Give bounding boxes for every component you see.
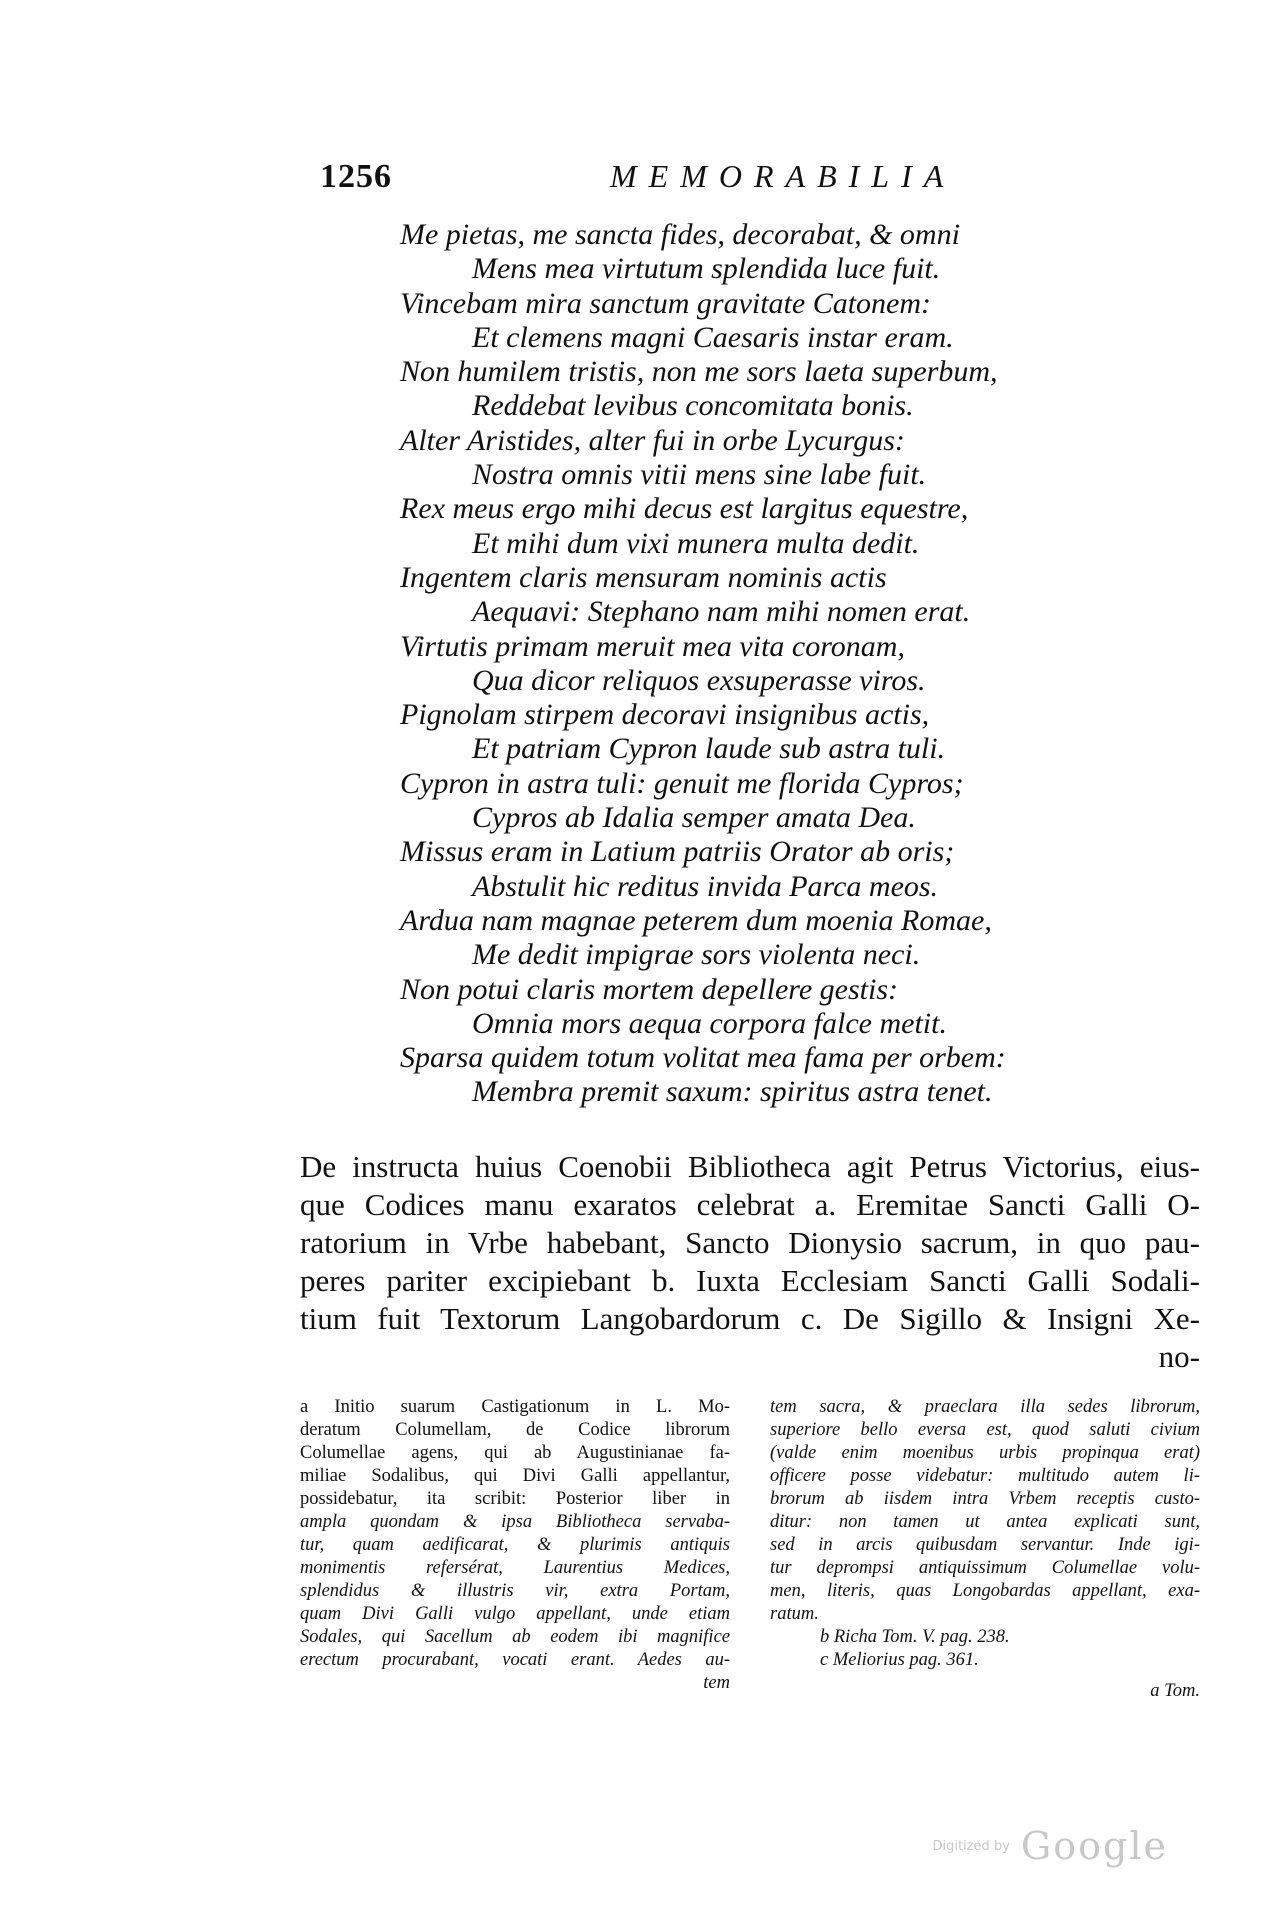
poem-line: Omnia mors aequa corpora falce metit. xyxy=(472,1006,947,1040)
footnote-line: possidebatur, ita scribit: Posterior liber in xyxy=(300,1489,730,1509)
footnote-line: men, literis, quas Longobardas appellant, exa- xyxy=(770,1581,1200,1601)
footnote-line: monimentis refersérat, Laurentius Medices, xyxy=(300,1558,730,1578)
poem-line: Membra premit saxum: spiritus astra tenet. xyxy=(472,1075,993,1109)
epitaph-poem xyxy=(400,218,1100,1110)
poem-line: Me pietas, me sancta fides, decorabat, & omni xyxy=(400,218,960,251)
poem-line: Sparsa quidem totum volitat mea fama per orbem: xyxy=(400,1041,1006,1075)
footnote-line: (valde enim moenibus urbis propinqua erat) xyxy=(770,1443,1200,1463)
footnote-line: ditur: non tamen ut antea explicati sunt, xyxy=(770,1512,1200,1532)
footnote-line: miliae Sodalibus, qui Divi Galli appellantur, xyxy=(300,1466,730,1486)
digitization-watermark xyxy=(932,1824,1168,1868)
poem-line: Alter Aristides, alter fui in orbe Lycurgus: xyxy=(400,423,905,457)
poem-line: Non humilem tristis, non me sors laeta superbum, xyxy=(400,355,998,389)
footnote-line: Columellae agens, qui ab Augustinianae fa- xyxy=(300,1443,730,1463)
prose-line: tium fuit Textorum Langobardorum c. De Sigillo & Insigni Xe- xyxy=(300,1301,1200,1336)
poem-line: Et mihi dum vixi munera multa dedit. xyxy=(472,526,920,560)
prose-line: ratorium in Vrbe habebant, Sancto Dionysio sacrum, in quo pau- xyxy=(300,1225,1200,1260)
footnote-line: deratum Columellam, de Codice librorum xyxy=(300,1420,730,1440)
footnote-line: splendidus & illustris vir, extra Portam, xyxy=(300,1581,730,1601)
footnote-line: sed in arcis quibusdam servantur. Inde igi- xyxy=(770,1535,1200,1555)
poem-line: Mens mea virtutum splendida luce fuit. xyxy=(472,252,941,286)
watermark-prefix: Digitized by xyxy=(932,1838,1010,1854)
prose-line: que Codices manu exaratos celebrat a. Eremitae Sancti Galli O- xyxy=(300,1187,1200,1222)
poem-line: Non potui claris mortem depellere gestis: xyxy=(400,972,898,1006)
footnotes-right-column xyxy=(770,1396,1200,1703)
poem-line: Ingentem claris mensuram nominis actis xyxy=(400,560,887,594)
footnote-line: tur, quam aedificarat, & plurimis antiquis xyxy=(300,1535,730,1555)
footnote-line: c Meliorius pag. 361. xyxy=(820,1650,979,1670)
poem-line: Aequavi: Stephano nam mihi nomen erat. xyxy=(472,595,971,629)
poem-line: Cypron in astra tuli: genuit me florida Cypros; xyxy=(400,766,964,800)
poem-line: Abstulit hic reditus invida Parca meos. xyxy=(472,869,939,903)
footnote-line: Sodales, qui Sacellum ab eodem ibi magnifice xyxy=(300,1627,730,1647)
poem-line: Virtutis primam meruit mea vita coronam, xyxy=(400,629,905,663)
footnotes-left-column xyxy=(300,1396,730,1695)
prose-paragraph xyxy=(300,1148,1200,1376)
poem-line: Rex meus ergo mihi decus est largitus equestre, xyxy=(400,492,969,526)
footnote-line: a Initio suarum Castigationum in L. Mo- xyxy=(300,1397,730,1417)
poem-line: Reddebat levibus concomitata bonis. xyxy=(472,389,914,423)
catchword: a Tom. xyxy=(1150,1681,1200,1701)
page-number: 1256 xyxy=(320,158,392,195)
page-header xyxy=(320,158,1080,208)
footnote-line: ampla quondam & ipsa Bibliotheca servaba- xyxy=(300,1512,730,1532)
poem-line: Cypros ab Idalia semper amata Dea. xyxy=(472,801,916,835)
footnote-line: quam Divi Galli vulgo appellant, unde etiam xyxy=(300,1604,730,1624)
watermark-brand: Google xyxy=(1020,1824,1168,1868)
poem-line: Et patriam Cypron laude sub astra tuli. xyxy=(472,732,946,766)
footnote-line: brorum ab iisdem intra Vrbem receptis custo- xyxy=(770,1489,1200,1509)
poem-line: Me dedit impigrae sors violenta neci. xyxy=(472,938,921,972)
footnote-line: tur deprompsi antiquissimum Columellae volu- xyxy=(770,1558,1200,1578)
footnote-line: officere posse videbatur: multitudo autem li- xyxy=(770,1466,1200,1486)
running-title: MEMORABILIA xyxy=(610,158,956,194)
poem-line: Missus eram in Latium patriis Orator ab oris; xyxy=(400,835,955,869)
prose-line: De instructa huius Coenobii Bibliotheca agit Petrus Victorius, eius- xyxy=(300,1149,1200,1184)
footnote-line: tem sacra, & praeclara illa sedes librorum, xyxy=(770,1397,1200,1417)
footnote-line: ratum. xyxy=(770,1604,819,1624)
footnote-line: b Richa Tom. V. pag. 238. xyxy=(820,1627,1010,1647)
poem-line: Vincebam mira sanctum gravitate Catonem: xyxy=(400,286,932,320)
footnote-line: erectum procurabant, vocati erant. Aedes au- xyxy=(300,1650,730,1670)
poem-line: Ardua nam magnae peterem dum moenia Romae, xyxy=(400,903,992,937)
poem-line: Nostra omnis vitii mens sine labe fuit. xyxy=(472,458,927,492)
prose-line: peres pariter excipiebant b. Iuxta Ecclesiam Sancti Galli Sodali- xyxy=(300,1263,1200,1298)
poem-line: Pignolam stirpem decoravi insignibus actis, xyxy=(400,698,930,732)
poem-line: Qua dicor reliquos exsuperasse viros. xyxy=(472,663,926,697)
prose-line: no- xyxy=(1158,1339,1200,1374)
footnote-line: superiore bello eversa est, quod saluti civium xyxy=(770,1420,1200,1440)
poem-line: Et clemens magni Caesaris instar eram. xyxy=(472,320,954,354)
footnote-line: tem xyxy=(703,1673,730,1693)
